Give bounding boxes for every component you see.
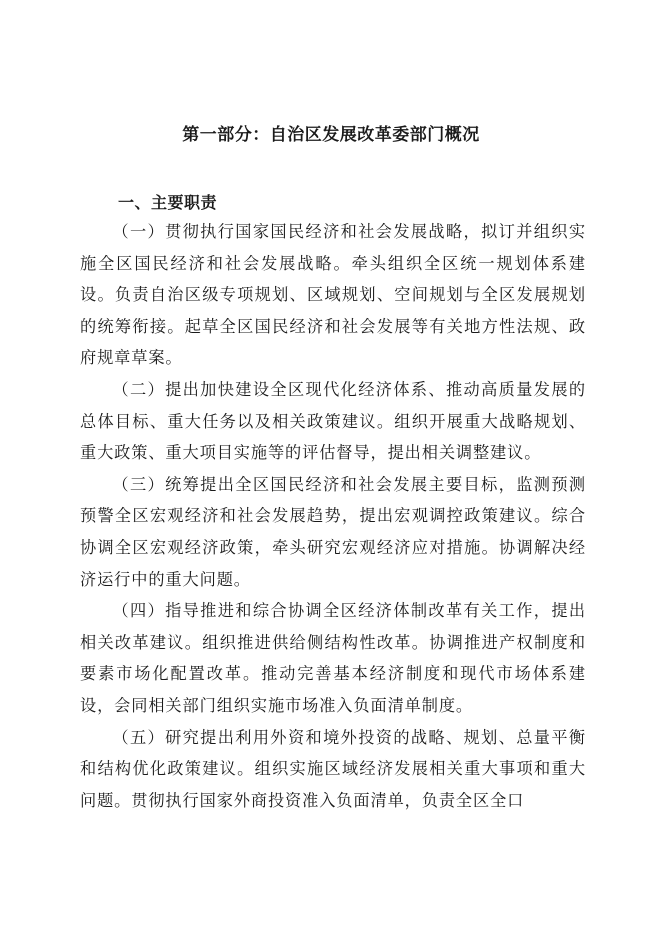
paragraph-2: （二）提出加快建设全区现代化经济体系、推动高质量发展的总体目标、重大任务以及相关政策建议。组织开展重大战略规划、重大政策、重大项目实施等的评估督导，提出相关调整建议。 <box>80 379 586 463</box>
paragraph-1: （一）贯彻执行国家国民经济和社会发展战略，拟订并组织实施全区国民经济和社会发展战略。牵头组织全区统一规划体系建设。负责自治区级专项规划、区域规划、空间规划与全区发展规划的统筹衔接。起草全区国民经济和社会发展等有关地方性法规、政府规章草案。 <box>80 222 586 368</box>
page-title: 第一部分：自治区发展改革委部门概况 <box>182 125 480 145</box>
paragraph-3: （三）统筹提出全区国民经济和社会发展主要目标，监测预测预警全区宏观经济和社会发展趋势，提出宏观调控政策建议。综合协调全区宏观经济政策，牵头研究宏观经济应对措施。协调解决经济运行中的重大问题。 <box>80 474 586 589</box>
paragraph-5: （五）研究提出利用外资和境外投资的战略、规划、总量平衡和结构优化政策建议。组织实施区域经济发展相关重大事项和重大问题。贯彻执行国家外商投资准入负面清单，负责全区全口 <box>80 727 586 810</box>
paragraph-4: （四）指导推进和综合协调全区经济体制改革有关工作，提出相关改革建议。组织推进供给侧结构性改革。协调推进产权制度和要素市场化配置改革。推动完善基本经济制度和现代市场体系建设，会同相关部门组织实施市场准入负面清单制度。 <box>80 601 586 715</box>
body-text <box>80 216 586 816</box>
section-heading: 一、主要职责 <box>118 193 218 212</box>
